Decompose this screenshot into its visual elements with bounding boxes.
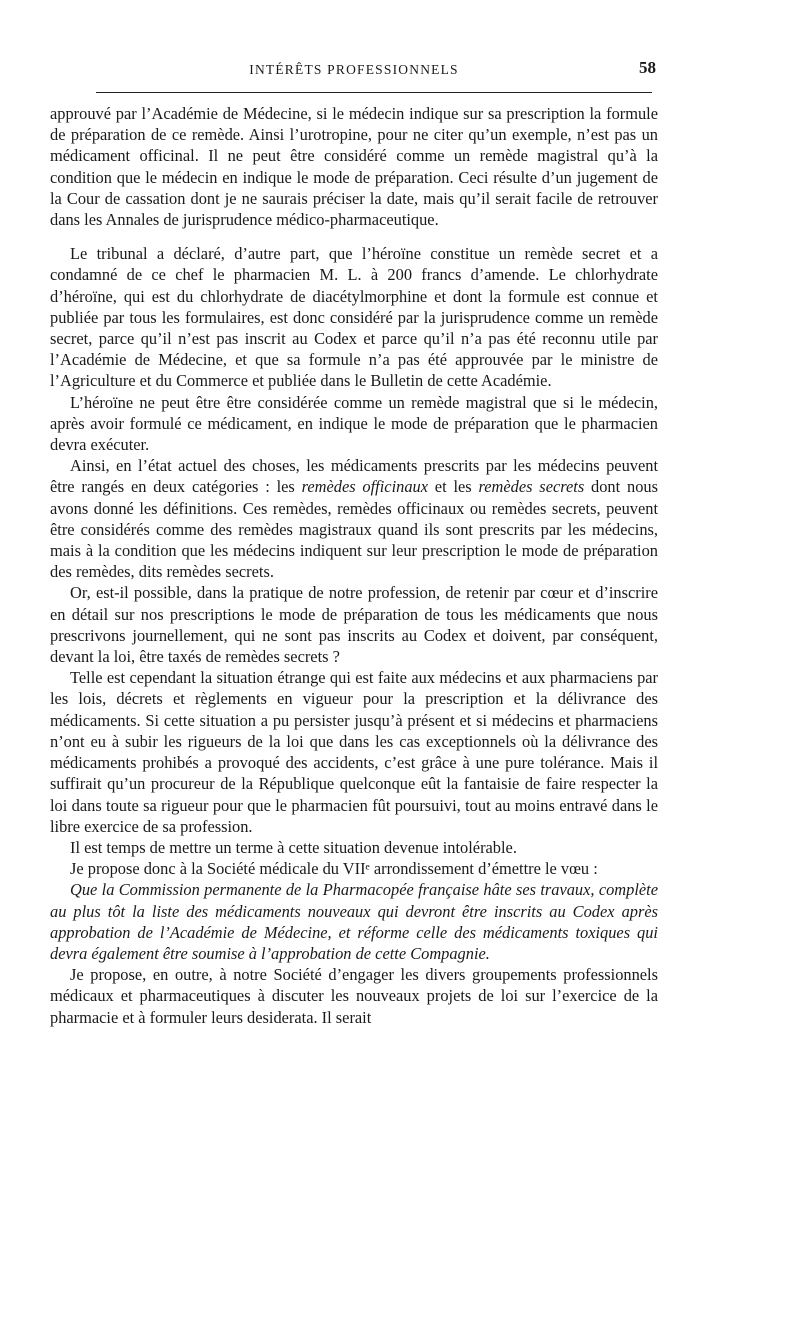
paragraph-4-part-c: et les: [427, 477, 479, 497]
paragraph-5: Or, est-il possible, dans la pratique de notre profession, de retenir par cœur et d’inscrire en détail sur nos prescriptions le mode de préparation de tous les médicaments que nous prescrivons journellement, qui ne sont pas inscrits au Codex et doivent, par conséquent, devant la loi, être taxés de remèdes secrets ?: [50, 583, 658, 667]
paragraph-1: approuvé par l’Académie de Médecine, si le médecin indique sur sa prescription la formule de préparation de ce remède. Ainsi l’urotropine, pour ne citer qu’un exemple, n’est pas un médicament officinal. Il ne peut être considéré comme un remède magistral qu’à la condition que le médecin en indique le mode de préparation. Ceci résulte d’un jugement de la Cour de cassation dont je ne saurais préciser la date, mais qu’il serait facile de retrouver dans les Annales de jurisprudence médico-pharmaceutique.: [50, 104, 658, 230]
resolution-text: Que la Commission permanente de la Pharmacopée française hâte ses travaux, complète au plus tôt la liste des médicaments nouveaux qui devront être inscrits au Codex après approbation de l’Académie de Médecine, et réforme celle des médicaments toxiques qui devra également être soumise à l’approbation de cette Compagnie.: [50, 880, 658, 963]
running-head: INTÉRÊTS PROFESSIONNELS: [249, 62, 459, 77]
paragraph-6: Telle est cependant la situation étrange qui est faite aux médecins et aux pharmaciens par les lois, décrets et règlements en vigueur pour la prescription et la délivrance des médicaments. Si cette situation a pu persister jusqu’à présent et si médecins et pharmaciens n’ont eu à subir les rigueurs de la loi que dans les cas exceptionnels où la délivrance des médicaments prohibés a provoqué des accidents, c’est grâce à une pure tolérance. Mais il suffirait qu’un procureur de la République quelconque eût la fantaisie de faire respecter la loi dans toute sa rigueur pour que le pharmacien fût poursuivi, tout au moins entravé dans le libre exercice de sa profession.: [50, 668, 658, 836]
paragraph-4: [50, 455, 658, 582]
paragraph-3: L’héroïne ne peut être être considérée comme un remède magistral que si le médecin, après avoir formulé ce médicament, en indique le mode de préparation que le pharmacien devra exécuter.: [50, 392, 658, 455]
paragraph-4-term-secrets: remèdes secrets: [478, 477, 585, 497]
paragraph-8: Je propose donc à la Société médicale du VIIᵉ arrondissement d’émettre le vœu :: [70, 859, 598, 879]
page-header: [50, 58, 658, 84]
body-text: [50, 103, 658, 1028]
paragraph-10: Je propose, en outre, à notre Société d’engager les divers groupements professionnels médicaux et pharmaceutiques à discuter les nouveaux projets de loi sur l’exercice de la pharmacie et à formuler leurs desiderata. Il serait: [50, 965, 658, 1027]
paragraph-4-term-officinaux: remèdes officinaux: [301, 477, 428, 497]
paragraph-2: Le tribunal a déclaré, d’autre part, que l’héroïne constitue un remède secret et a condamné de ce chef le pharmacien M. L. à 200 francs d’amende. Le chlorhydrate d’héroïne, qui est du chlorhydrate de diacétylmorphine et dont la formule est connue et publiée par tous les formulaires, est donc considéré par la jurisprudence comme un remède secret, parce qu’il n’est pas inscrit au Codex et parce qu’il n’a pas été reconnu utile par l’Académie de Médecine, et que sa formule n’a pas été approuvée par le ministre de l’Agriculture et du Commerce et publiée dans le Bulletin de cette Académie.: [50, 244, 658, 391]
document-page: [50, 58, 658, 1028]
paragraph-4-part-a: Ainsi, en l’état actuel des choses, les médicaments prescrits par les médecins peuvent être rangés en deux catégories : les: [50, 456, 658, 497]
resolution-paragraph: [50, 879, 658, 964]
paragraph-7: Il est temps de mettre un terme à cette situation devenue intolérable.: [70, 837, 517, 857]
page-number: 58: [639, 58, 656, 77]
paragraph-4-part-e: dont nous avons donné les définitions. Ces remèdes, remèdes officinaux ou remèdes secrets, peuvent être considérés comme des remèdes magistraux quand ils sont prescrits par les médecins, mais à la condition que les médecins indiquent sur leur prescription le mode de préparation des remèdes, dits remèdes secrets.: [50, 477, 658, 582]
header-rule: [96, 92, 652, 93]
